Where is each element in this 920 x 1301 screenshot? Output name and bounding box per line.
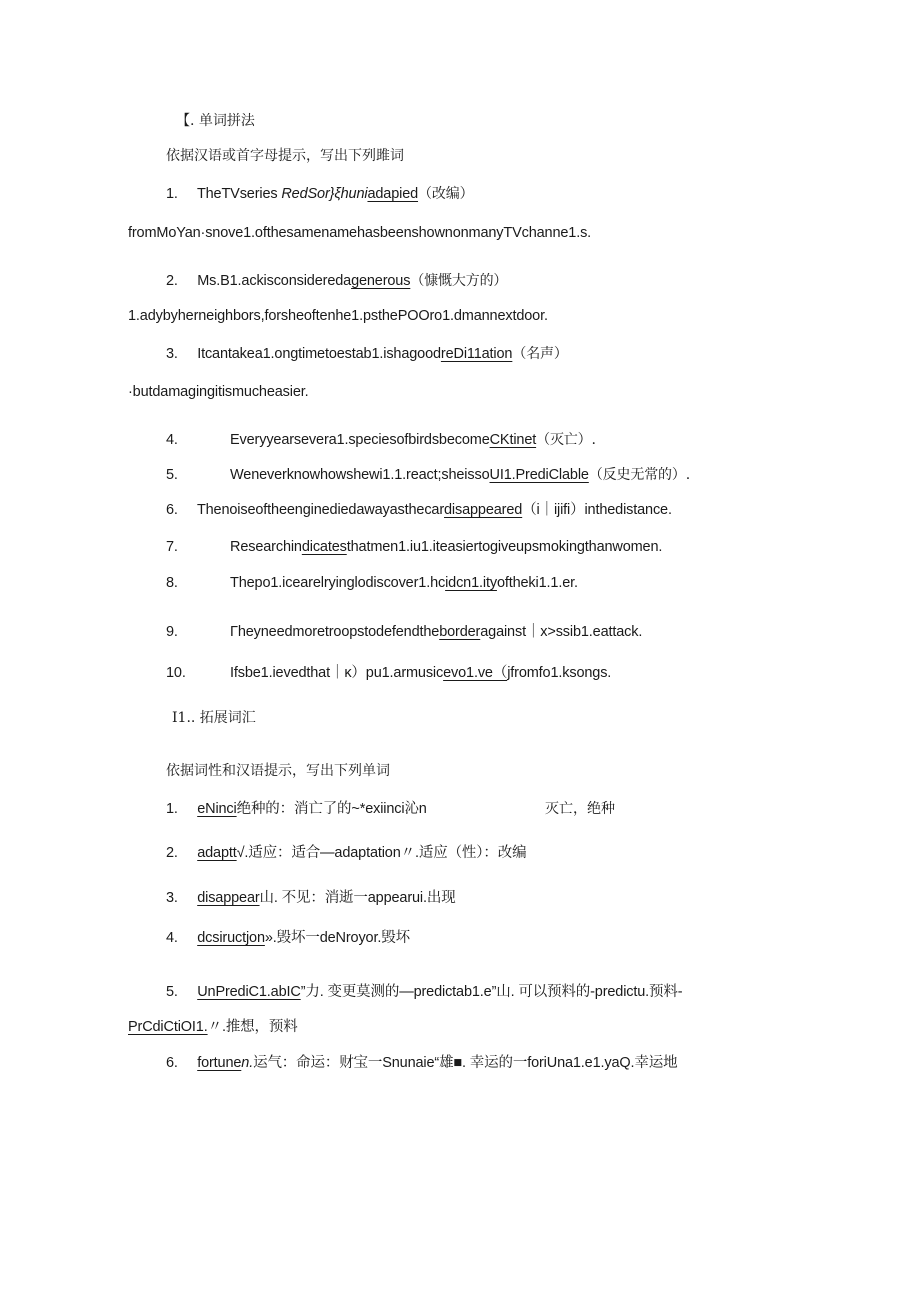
vocab-item bbox=[166, 888, 456, 908]
item-number: 4. bbox=[166, 930, 178, 946]
item-number: 3. bbox=[166, 346, 178, 362]
answer-word: CKtinet bbox=[489, 432, 537, 448]
vocab-continuation bbox=[128, 1017, 298, 1037]
exercise-item bbox=[166, 573, 178, 593]
item-text: Thenoiseoftheenginediedawayasthecar bbox=[196, 502, 445, 518]
vocab-word: eNinci bbox=[197, 801, 237, 817]
answer-word: UI1.PrediClable bbox=[489, 467, 589, 483]
vocab-definition: 运气：命运：财宝一Snunaie“雄■. 幸运的一foriUna1.e1.yaQ.幸运地 bbox=[253, 1055, 678, 1071]
vocab-definition: ».毁坏一deNroyor.毁坏 bbox=[264, 930, 410, 946]
vocab-definition: 绝种的：消亡了的~*exiinci沁n bbox=[236, 801, 427, 817]
item-number: 1. bbox=[166, 801, 178, 817]
item-hint: （灭亡）. bbox=[536, 432, 596, 448]
item-number: 6. bbox=[166, 502, 178, 518]
vocab-word: PrCdiCtiOI1. bbox=[128, 1019, 208, 1035]
vocab-item bbox=[166, 1053, 677, 1073]
item-hint: （改编） bbox=[418, 186, 474, 202]
exercise-item bbox=[166, 344, 568, 364]
exercise-item bbox=[166, 500, 672, 520]
exercise-item-text bbox=[230, 537, 662, 557]
answer-word: idcn1.ity bbox=[445, 575, 497, 591]
item-number: 5. bbox=[166, 467, 178, 483]
exercise-item bbox=[166, 622, 178, 642]
item-number: 9. bbox=[166, 624, 178, 640]
item-hint: （慷慨大方的） bbox=[410, 273, 508, 289]
vocab-definition: √.适应：适合—adaptation〃.适应（性）：改编 bbox=[236, 845, 527, 861]
item-number: 10. bbox=[166, 665, 186, 681]
part-of-speech: n. bbox=[241, 1055, 254, 1071]
vocab-item bbox=[166, 843, 526, 863]
item-number: 7. bbox=[166, 539, 178, 555]
item-text-rest: against｜x>ssib1.eattack. bbox=[480, 624, 643, 640]
item-text: Itcantakea1.ongtimetoestab1.ishagood bbox=[197, 346, 441, 362]
item-continuation: ·butdamagingitismucheasier. bbox=[128, 384, 309, 400]
exercise-item bbox=[166, 465, 178, 485]
section-instruction: 依据汉语或首字母提示，写出下列雎词 bbox=[166, 148, 404, 164]
vocab-definition: 〃.推想，预料 bbox=[207, 1019, 298, 1035]
item-hint: （名声） bbox=[512, 346, 568, 362]
vocab-word: fortune bbox=[197, 1055, 242, 1071]
vocab-definition-tail: 灭亡，绝种 bbox=[545, 801, 615, 817]
answer-word: evo1.ve（ bbox=[443, 665, 508, 681]
exercise-item-text bbox=[230, 430, 596, 450]
vocab-word: UnPrediC1.abIC bbox=[197, 984, 301, 1000]
item-number: 8. bbox=[166, 575, 178, 591]
vocab-definition: ”力. 变更莫测的—predictab1.e”山. 可以预料的-predictu.预料- bbox=[300, 984, 683, 1000]
item-text: Γheyneedmoretroopstodefendthe bbox=[230, 624, 440, 640]
item-text-rest: oftheki1.1.er. bbox=[496, 575, 578, 591]
item-number: 1. bbox=[166, 186, 178, 202]
exercise-item-text bbox=[230, 573, 578, 593]
vocab-definition: 山. 不见：消逝一appearui.出现 bbox=[259, 890, 456, 906]
exercise-item bbox=[166, 537, 178, 557]
exercise-item-text bbox=[230, 663, 611, 683]
vocab-word: disappear bbox=[197, 890, 260, 906]
vocab-item bbox=[166, 982, 682, 1002]
exercise-item-text bbox=[230, 622, 642, 642]
item-italic-text: RedSor}ξhuni bbox=[281, 186, 368, 202]
section-heading: 【. 单词拼法 bbox=[176, 113, 255, 129]
item-text-rest: jfromfo1.ksongs. bbox=[507, 665, 612, 681]
item-number: 2. bbox=[166, 273, 178, 289]
section-instruction: 依据词性和汉语提示，写出下列单词 bbox=[166, 763, 390, 779]
vocab-word: dcsiructjon bbox=[197, 930, 265, 946]
answer-word: reDi11ation bbox=[440, 346, 513, 362]
item-number: 3. bbox=[166, 890, 178, 906]
item-text: Ms.B1.ackisconsidereda bbox=[197, 273, 352, 289]
item-text-rest: thatmen1.iu1.iteasiertogiveupsmokingthanwomen. bbox=[346, 539, 663, 555]
answer-word: generous bbox=[351, 273, 411, 289]
item-number: 6. bbox=[166, 1055, 178, 1071]
item-number: 4. bbox=[166, 432, 178, 448]
exercise-item bbox=[166, 271, 507, 291]
item-text: Everyyearsevera1.speciesofbirdsbecome bbox=[230, 432, 490, 448]
item-text: Thepo1.icearelryinglodiscover1.hc bbox=[230, 575, 446, 591]
answer-word: disappeared bbox=[444, 502, 523, 518]
section-heading: I1.. 拓展词汇 bbox=[172, 710, 256, 726]
answer-word: adapied bbox=[367, 186, 419, 202]
vocab-item bbox=[166, 928, 410, 948]
answer-word: border bbox=[439, 624, 481, 640]
exercise-item bbox=[166, 663, 186, 683]
item-continuation: fromMoYan·snove1.ofthesamenamehasbeenshownonmanyTVchanne1.s. bbox=[128, 225, 592, 241]
item-number: 5. bbox=[166, 984, 178, 1000]
vocab-item bbox=[166, 799, 427, 819]
item-continuation: 1.adybyherneighbors,forsheoftenhe1.psthePOOro1.dmannextdoor. bbox=[128, 308, 548, 324]
item-text: Ifsbe1.ievedthat｜κ）pu1.armusic bbox=[230, 665, 444, 681]
item-number: 2. bbox=[166, 845, 178, 861]
exercise-item bbox=[166, 184, 473, 204]
item-hint: （反史无常的）. bbox=[588, 467, 691, 483]
answer-word: dicates bbox=[301, 539, 347, 555]
vocab-word: adaptt bbox=[197, 845, 237, 861]
item-text: Weneverknowhowshewi1.1.react;sheisso bbox=[230, 467, 490, 483]
item-text: Researchin bbox=[230, 539, 302, 555]
exercise-item-text bbox=[230, 465, 690, 485]
item-text: TheTVseries bbox=[196, 186, 282, 202]
exercise-item bbox=[166, 430, 178, 450]
item-hint: （i｜ijifi）inthedistance. bbox=[522, 502, 672, 518]
